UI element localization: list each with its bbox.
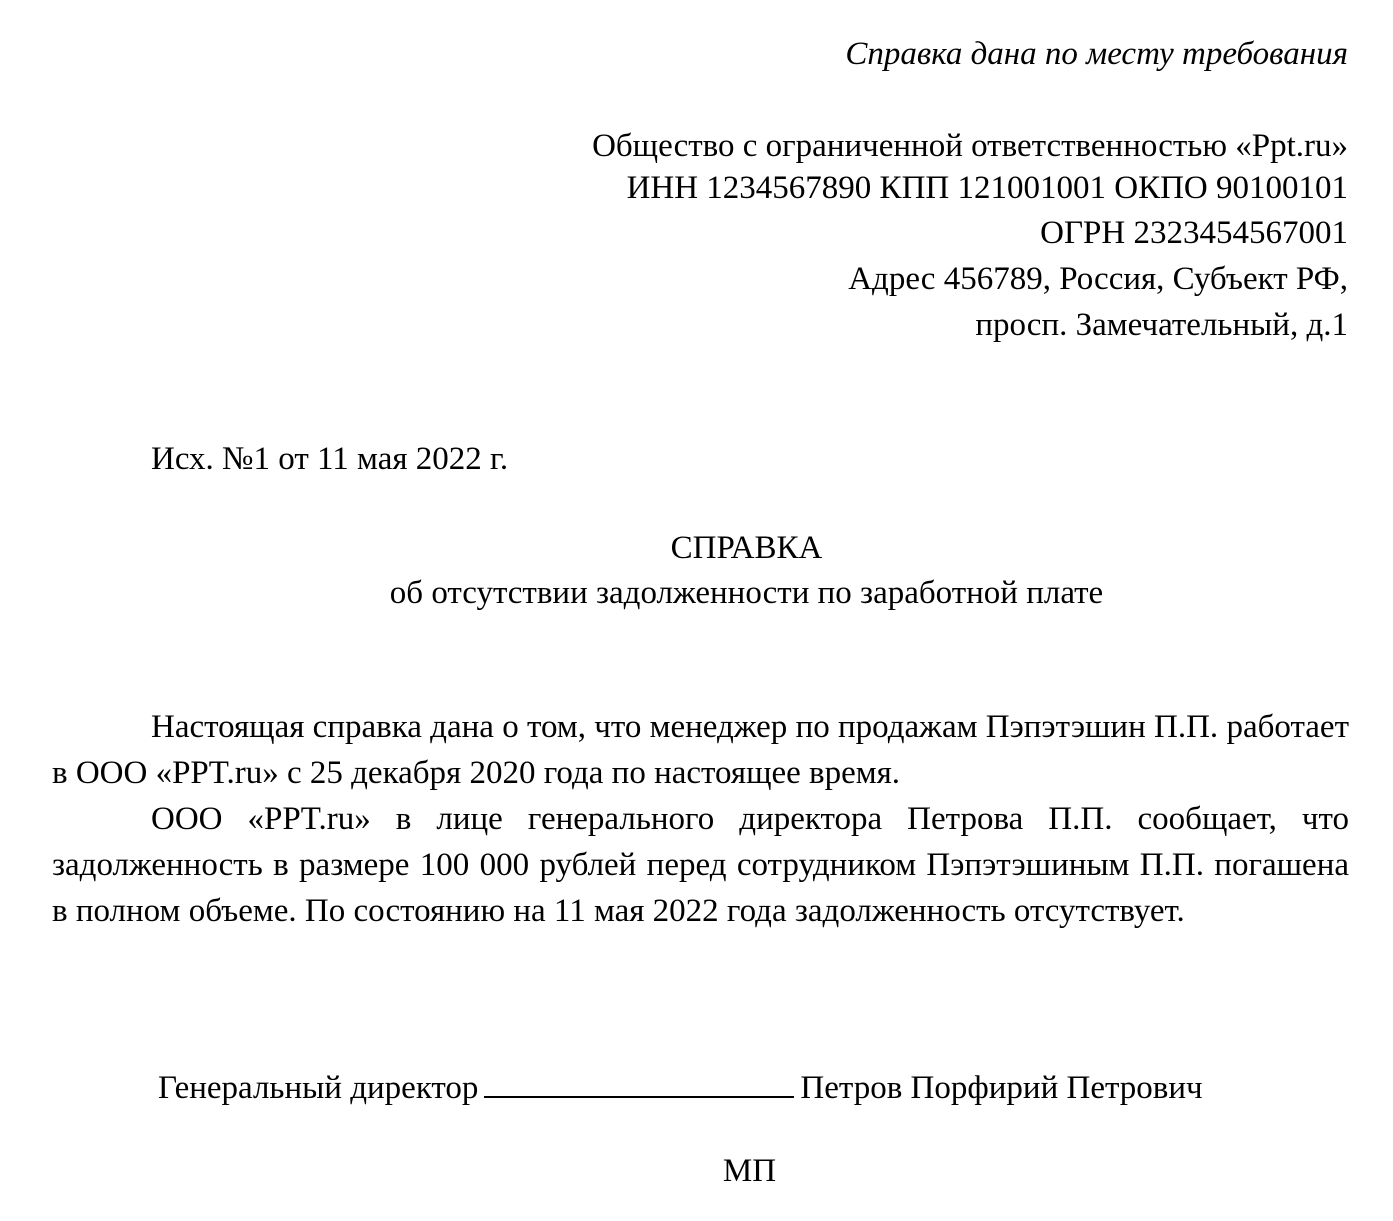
org-address-line2: просп. Замечательный, д.1 xyxy=(975,307,1348,343)
document-title: СПРАВКА xyxy=(670,530,823,566)
org-codes: ИНН 1234567890 КПП 121001001 ОКПО 90100101 xyxy=(626,170,1348,206)
document-body xyxy=(52,704,1349,934)
body-paragraph-1: Настоящая справка дана о том, что менеджер по продажам Пэпэтэшин П.П. работает в ООО «PPT.ru» с 25 декабря 2020 года по настоящее время. xyxy=(52,709,1349,791)
body-paragraph-2: ООО «PPT.ru» в лице генерального директора Петрова П.П. сообщает, что задолженность в размере 100 000 рублей перед сотрудником Пэпэтэшиным П.П. погашена в полном объеме. По состоянию на 11 мая 2022 года задолженность отсутствует. xyxy=(52,801,1349,929)
signature-line xyxy=(484,1068,794,1098)
stamp-place: МП xyxy=(722,1153,777,1189)
outgoing-reference: Исх. №1 от 11 мая 2022 г. xyxy=(151,441,509,477)
document-subtitle: об отсутствии задолженности по заработной плате xyxy=(389,575,1104,611)
header-note: Справка дана по месту требования xyxy=(845,36,1348,72)
org-address-line1: Адрес 456789, Россия, Субъект РФ, xyxy=(848,261,1348,297)
org-ogrn: ОГРН 2323454567001 xyxy=(1040,215,1348,251)
signature-block xyxy=(158,1068,1203,1105)
signature-position: Генеральный директор xyxy=(158,1070,479,1106)
signature-name: Петров Порфирий Петрович xyxy=(800,1070,1203,1106)
org-name: Общество с ограниченной ответственностью «Ppt.ru» xyxy=(592,128,1348,164)
